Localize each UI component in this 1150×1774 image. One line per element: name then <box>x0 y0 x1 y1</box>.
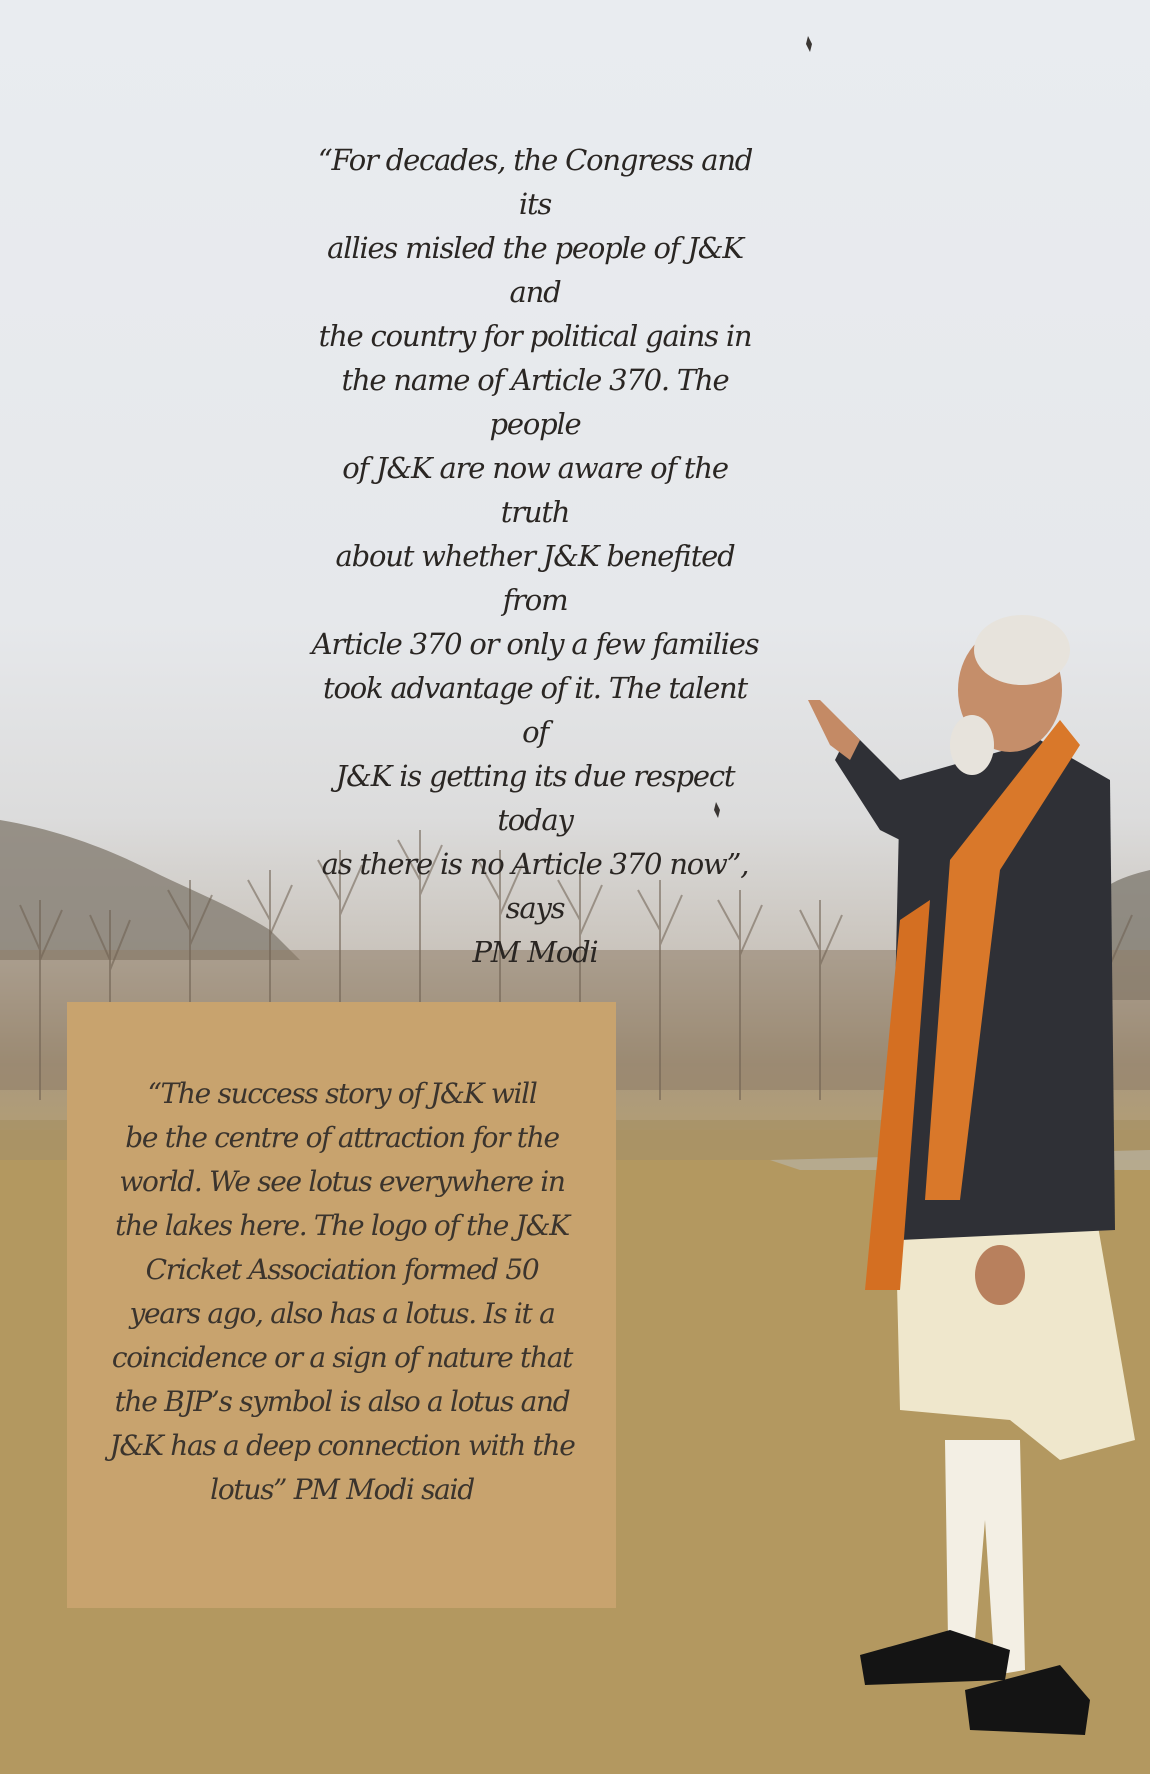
hair <box>974 615 1070 685</box>
beard <box>950 715 994 775</box>
hand <box>808 700 860 760</box>
mountain-left <box>0 820 300 960</box>
pull-quote-lotus: “The success story of J&K will be the centre of attraction for the world. We see lotus everywhere in the lakes here. The logo of the J&K Cricket Association formed 50 years ago, also has a lotus. Is it a coincidence or a sign of nature that the BJP’s symbol is also a lotus and J&K has a deep connection with the lotus” PM Modi said <box>109 1077 575 1506</box>
bird-top <box>806 36 812 52</box>
hand-left <box>975 1245 1025 1305</box>
quote-box <box>67 1002 616 1608</box>
pull-quote-article-370: “For decades, the Congress and its allies misled the people of J&K and the country for political gains in the name of Article 370. The people of J&K are now aware of the truth about whether J&K benefited from Article 370 or only a few families took advantage of it. The talent of J&K is getting its due respect today as there is no Article 370 now”, says PM Modi <box>311 143 759 969</box>
